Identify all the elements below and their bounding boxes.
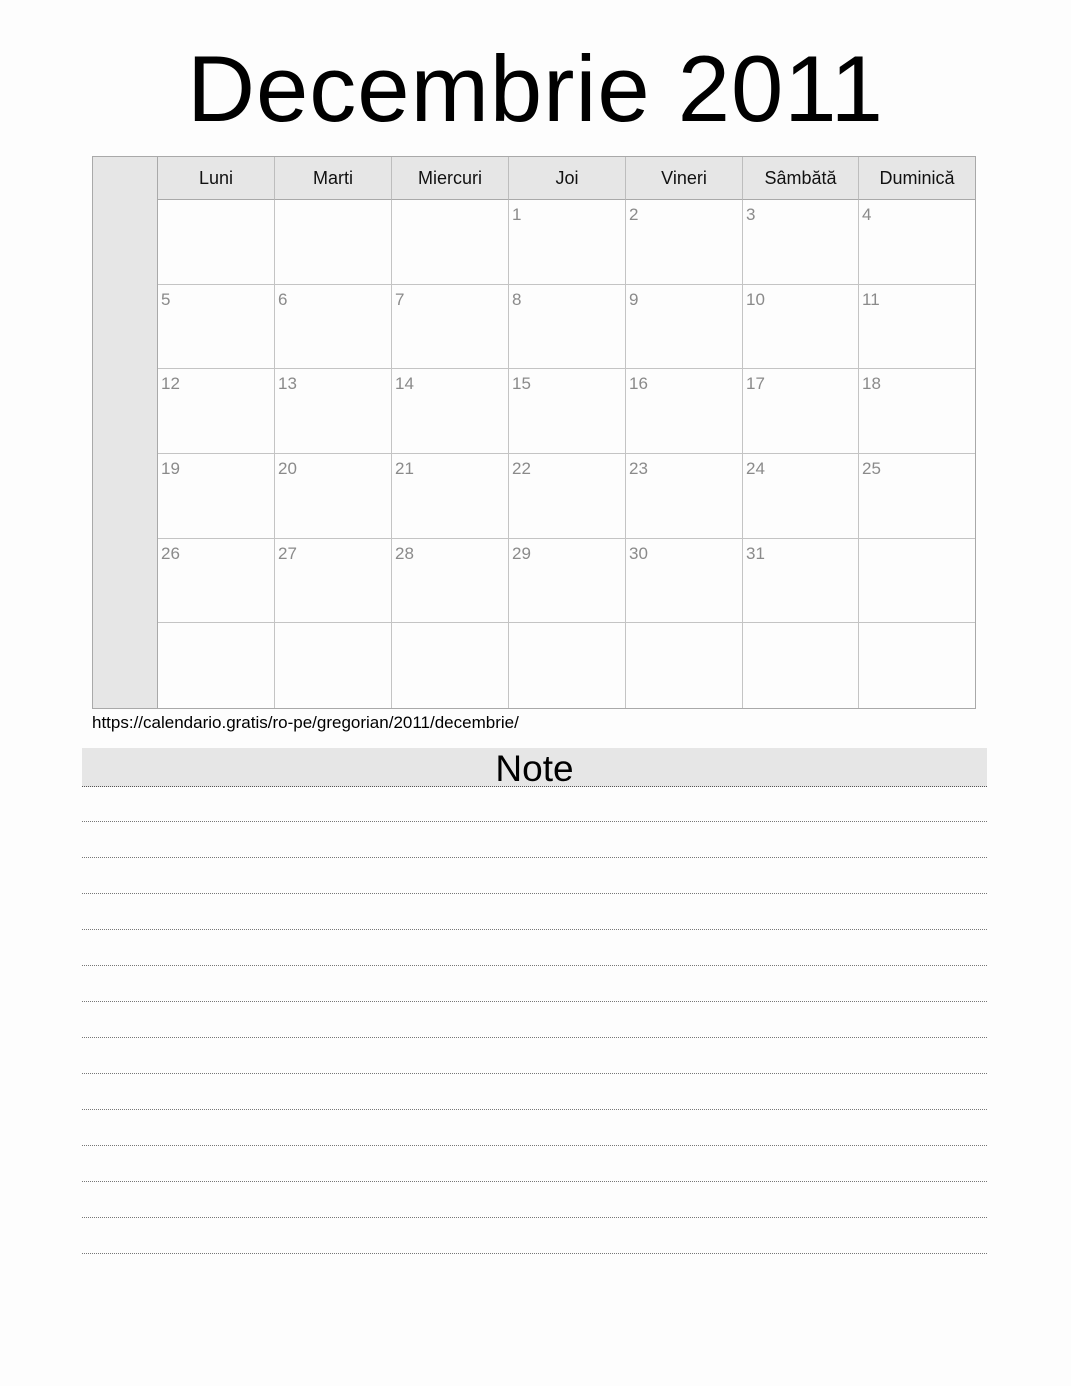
day-cell[interactable] [859,285,975,370]
day-cell[interactable] [743,200,859,285]
day-cell[interactable] [743,369,859,454]
note-line[interactable] [82,1146,987,1182]
day-cell[interactable] [626,623,743,708]
weekday-header: Sâmbătă [743,157,859,200]
day-number: 18 [862,374,881,394]
note-line[interactable] [82,1110,987,1146]
day-number: 14 [395,374,414,394]
note-line[interactable] [82,1074,987,1110]
week-column [93,157,158,708]
day-number: 29 [512,543,531,563]
day-cell[interactable] [275,369,392,454]
weekday-header: Duminică [859,157,975,200]
day-number: 28 [395,543,414,563]
day-number: 22 [512,458,531,478]
day-cell[interactable] [626,369,743,454]
day-number: 26 [161,543,180,563]
day-number: 9 [629,289,639,309]
day-cell[interactable] [859,454,975,539]
day-number: 30 [629,543,648,563]
day-cell[interactable] [859,369,975,454]
day-number: 25 [862,458,881,478]
page-title: Decembrie 2011 [187,36,884,141]
day-cell[interactable] [158,539,275,624]
day-number: 12 [161,374,180,394]
day-number: 21 [395,458,414,478]
day-cell[interactable] [859,200,975,285]
day-number: 27 [278,543,297,563]
day-cell[interactable] [392,369,509,454]
note-line[interactable] [82,1218,987,1254]
note-line[interactable] [82,894,987,930]
day-cell[interactable] [275,454,392,539]
day-cell[interactable] [392,539,509,624]
day-cell[interactable] [626,285,743,370]
weekday-header: Marti [275,157,392,200]
note-line[interactable] [82,1038,987,1074]
day-number: 17 [746,374,765,394]
day-cell[interactable] [859,623,975,708]
day-cell[interactable] [509,285,626,370]
day-cell[interactable] [743,623,859,708]
day-cell[interactable] [509,539,626,624]
day-number: 5 [161,289,171,309]
day-cell[interactable] [509,369,626,454]
day-cell[interactable] [626,200,743,285]
weekday-header: Vineri [626,157,743,200]
day-number: 20 [278,458,297,478]
day-number: 3 [746,205,756,224]
day-number: 16 [629,374,648,394]
day-cell[interactable] [392,200,509,285]
day-number: 31 [746,543,765,563]
day-cell[interactable] [626,454,743,539]
notes-lines [82,786,987,1254]
weekday-header: Luni [158,157,275,200]
day-number: 23 [629,458,648,478]
day-cell[interactable] [158,200,275,285]
day-number: 7 [395,289,405,309]
day-cell[interactable] [743,454,859,539]
note-line[interactable] [82,930,987,966]
day-cell[interactable] [275,285,392,370]
day-cell[interactable] [158,285,275,370]
day-cell[interactable] [158,369,275,454]
note-line[interactable] [82,822,987,858]
day-number: 6 [278,289,288,309]
day-number: 2 [629,205,639,224]
day-number: 1 [512,205,522,224]
notes-title: Note [82,748,987,787]
day-cell[interactable] [158,623,275,708]
day-cell[interactable] [509,623,626,708]
day-cell[interactable] [859,539,975,624]
weekday-header: Joi [509,157,626,200]
month-calendar [92,156,976,709]
day-cell[interactable] [392,454,509,539]
day-number: 19 [161,458,180,478]
note-line[interactable] [82,1002,987,1038]
day-cell[interactable] [158,454,275,539]
note-line[interactable] [82,966,987,1002]
day-number: 4 [862,205,872,224]
day-cell[interactable] [509,454,626,539]
source-url[interactable]: https://calendario.gratis/ro-pe/gregorian/2011/decembrie/ [92,713,519,732]
day-cell[interactable] [392,285,509,370]
day-number: 15 [512,374,531,394]
day-number: 24 [746,458,765,478]
day-cell[interactable] [275,623,392,708]
day-cell[interactable] [275,200,392,285]
day-cell[interactable] [275,539,392,624]
note-line[interactable] [82,786,987,822]
note-line[interactable] [82,1182,987,1218]
weekday-header: Miercuri [392,157,509,200]
day-cell[interactable] [392,623,509,708]
day-number: 10 [746,289,765,309]
day-cell[interactable] [743,285,859,370]
note-line[interactable] [82,858,987,894]
day-number: 8 [512,289,522,309]
day-cell[interactable] [743,539,859,624]
day-cell[interactable] [626,539,743,624]
day-number: 11 [862,289,880,309]
day-number: 13 [278,374,297,394]
day-cell[interactable] [509,200,626,285]
calendar-grid [158,157,975,708]
